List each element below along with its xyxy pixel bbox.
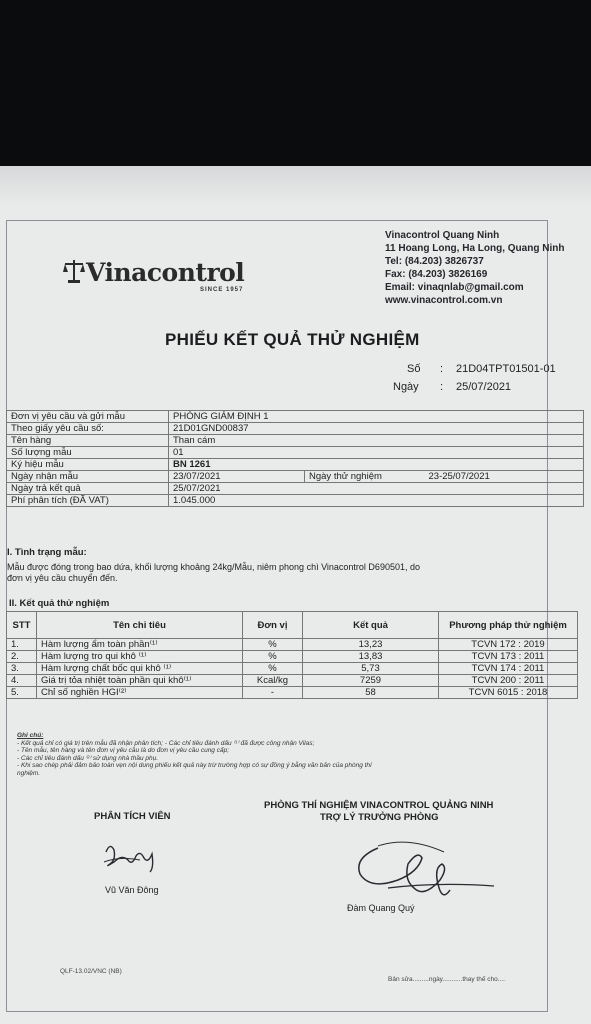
info-table <box>6 410 584 507</box>
cell-result: 5,73 <box>303 663 439 675</box>
company-name: Vinacontrol Quang Ninh <box>385 230 500 241</box>
info-value: 01 <box>169 447 584 459</box>
notes-line: nghiệm. <box>17 769 41 777</box>
header-don-vi: Đơn vị <box>243 612 303 639</box>
cell-result: 13,23 <box>303 639 439 651</box>
document-title: PHIẾU KẾT QUẢ THỬ NGHIỆM <box>165 330 420 349</box>
cell-name: Giá trị tỏa nhiệt toàn phần qui khô⁽¹⁾ <box>37 675 243 687</box>
info-label: Đơn vị yêu cầu và gửi mẫu <box>7 411 169 423</box>
so-colon: : <box>440 363 444 375</box>
document-page <box>0 166 591 1024</box>
info-value: BN 1261 <box>169 459 584 471</box>
results-header-row <box>7 612 578 639</box>
cell-method: TCVN 174 : 2011 <box>439 663 578 675</box>
info-label: Số lượng mẫu <box>7 447 169 459</box>
cell-unit: % <box>243 651 303 663</box>
cell-stt: 2. <box>7 651 37 663</box>
results-table <box>6 611 578 699</box>
section1-text-line1: Mẫu được đóng trong bao dứa, khối lượng khoảng 24kg/Mẫu, niêm phong chì Vinacontrol D690501, do <box>7 562 420 572</box>
notes-block <box>17 732 537 777</box>
company-address: 11 Hoang Long, Ha Long, Quang Ninh <box>385 243 565 254</box>
analyst-title: PHÂN TÍCH VIÊN <box>94 811 171 822</box>
header-ten-chi-tieu: Tên chỉ tiêu <box>37 612 243 639</box>
cell-stt: 5. <box>7 687 37 699</box>
lab-subtitle: TRỢ LÝ TRƯỞNG PHÒNG <box>320 812 439 823</box>
lab-signature <box>348 828 498 908</box>
info-value: PHÒNG GIÁM ĐỊNH 1 <box>169 411 584 423</box>
info-label: Ngày trả kết quả <box>7 483 169 495</box>
table-row <box>7 639 578 651</box>
logo-since: SINCE 1957 <box>200 287 244 293</box>
info-value: 1.045.000 <box>169 495 584 507</box>
info-row <box>7 435 584 447</box>
notes-line: - Tên mẫu, tên hàng và tên đơn vị yêu cầu là do đơn vị yêu cầu cung cấp; <box>17 747 230 754</box>
lab-name: Đàm Quang Quý <box>347 903 415 913</box>
cell-method: TCVN 200 : 2011 <box>439 675 578 687</box>
cell-name: Hàm lượng ẩm toàn phần⁽¹⁾ <box>37 639 243 651</box>
info-row <box>7 471 584 483</box>
table-row <box>7 675 578 687</box>
scale-logo-icon <box>63 258 85 284</box>
revision-line: Bản sửa.........ngày...........thay thế cho.... <box>388 976 505 983</box>
ngay-label: Ngày <box>393 381 419 393</box>
company-website: www.vinacontrol.com.vn <box>385 295 503 306</box>
company-tel: Tel: (84.203) 3826737 <box>385 256 484 267</box>
info-label: Phí phân tích (ĐÃ VAT) <box>7 495 169 507</box>
section1-title: I. Tình trạng mẫu: <box>7 547 87 558</box>
ngay-colon: : <box>440 381 444 393</box>
header-stt: STT <box>7 612 37 639</box>
cell-method: TCVN 173 : 2011 <box>439 651 578 663</box>
cell-method: TCVN 6015 : 2018 <box>439 687 578 699</box>
lab-title: PHÒNG THÍ NGHIỆM VINACONTROL QUẢNG NINH <box>264 800 494 811</box>
table-row <box>7 663 578 675</box>
header-ket-qua: Kết quả <box>303 612 439 639</box>
analyst-name: Vũ Văn Đông <box>105 885 159 895</box>
cell-stt: 4. <box>7 675 37 687</box>
info-row <box>7 447 584 459</box>
cell-method: TCVN 172 : 2019 <box>439 639 578 651</box>
info-row <box>7 459 584 471</box>
info-label: Ngày nhận mẫu <box>7 471 169 483</box>
cell-name: Hàm lượng tro qui khô ⁽¹⁾ <box>37 651 243 663</box>
notes-line: - Kết quả chỉ có giá trị trên mẫu đã nhận phân tích; - Các chỉ tiêu đánh dấu ⁽¹⁾ đã được công nhận Vilas; <box>17 739 315 747</box>
so-value: 21D04TPT01501-01 <box>456 363 556 375</box>
so-label: Số <box>407 363 421 375</box>
cell-result: 58 <box>303 687 439 699</box>
cell-name: Hàm lượng chất bốc qui khô ⁽¹⁾ <box>37 663 243 675</box>
section2-title: II. Kết quả thử nghiệm <box>9 598 110 609</box>
cell-unit: - <box>243 687 303 699</box>
info-value: 21D01GND00837 <box>169 423 584 435</box>
info-row <box>7 495 584 507</box>
contact-block <box>385 229 564 307</box>
info-extra-value: 23-25/07/2021 <box>425 471 584 483</box>
company-fax: Fax: (84.203) 3826169 <box>385 269 488 280</box>
info-value: 23/07/2021 <box>169 471 305 483</box>
cell-unit: % <box>243 639 303 651</box>
info-row <box>7 423 584 435</box>
info-label: Tên hàng <box>7 435 169 447</box>
company-logo-text: Vinacontrol <box>86 258 245 287</box>
notes-title: Ghi chú: <box>17 732 44 739</box>
cell-name: Chỉ số nghiền HGI⁽²⁾ <box>37 687 243 699</box>
info-row <box>7 411 584 423</box>
info-value: 25/07/2021 <box>169 483 584 495</box>
cell-stt: 3. <box>7 663 37 675</box>
company-email: Email: vinaqnlab@gmail.com <box>385 282 524 293</box>
analyst-signature <box>100 838 170 874</box>
info-value: Than cám <box>169 435 584 447</box>
section1-text-line2: đơn vị yêu cầu chuyển đến. <box>7 573 118 583</box>
table-row <box>7 651 578 663</box>
header-phuong-phap: Phương pháp thử nghiệm <box>439 612 578 639</box>
info-label: Theo giấy yêu cầu số: <box>7 423 169 435</box>
cell-unit: % <box>243 663 303 675</box>
cell-unit: Kcal/kg <box>243 675 303 687</box>
cell-result: 13,83 <box>303 651 439 663</box>
notes-line: - Các chỉ tiêu đánh dấu ⁽²⁾ sử dụng nhà thầu phụ. <box>17 754 159 762</box>
info-label: Ký hiệu mẫu <box>7 459 169 471</box>
notes-line: - Khi sao chép phải đảm bảo toàn vẹn nội dung phiếu kết quả này trừ trường hợp có sự đồng ý bằng văn bản của phòng thí <box>17 762 372 769</box>
table-row <box>7 687 578 699</box>
info-extra-label: Ngày thử nghiệm <box>305 471 425 483</box>
cell-result: 7259 <box>303 675 439 687</box>
ngay-value: 25/07/2021 <box>456 381 512 393</box>
info-row <box>7 483 584 495</box>
cell-stt: 1. <box>7 639 37 651</box>
form-code: QLF-13.02/VNC (NB) <box>60 968 122 975</box>
